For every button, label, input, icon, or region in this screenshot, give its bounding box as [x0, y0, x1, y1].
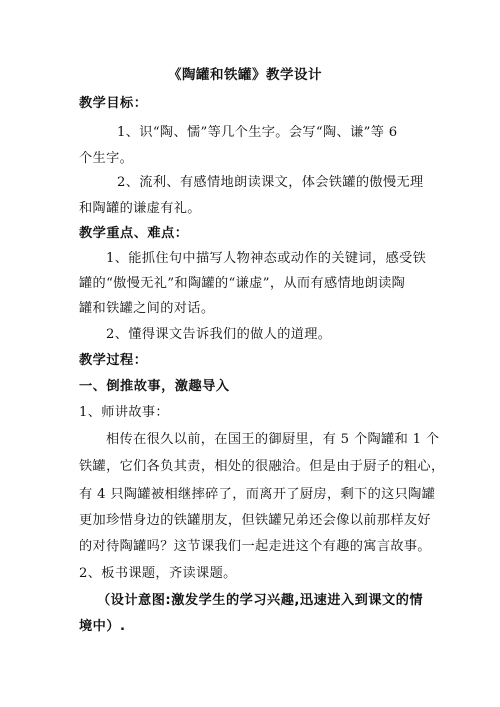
section-heading-objectives: 教学目标： [79, 96, 148, 111]
paragraph-line: 相传在很久以前，在国王的御厨里，有 5 个陶罐和 1 个 [106, 432, 440, 447]
paragraph-line: 和陶罐的谦虚有礼。 [79, 201, 201, 216]
paragraph-line: 个生字。 [79, 151, 134, 166]
subsection-heading: 一、倒推故事，激趣导入 [79, 379, 230, 394]
paragraph-line: 更加珍惜身边的铁罐朋友，但铁罐兄弟还会像以前那样友好 [79, 513, 431, 528]
paragraph-line: 铁罐，它们各负其责，相处的很融洽。但是由于厨子的粗心， [79, 459, 445, 474]
paragraph-line: 罐和铁罐之间的对话。 [79, 301, 215, 316]
section-heading-key-points: 教学重点、难点： [79, 226, 189, 241]
design-intent-line: （设计意图:激发学生的学习兴趣,迅速进入到课文的情 [97, 593, 424, 608]
section-heading-process: 教学过程： [79, 353, 148, 368]
paragraph-line: 罐的“傲慢无礼”和陶罐的“谦虚”，从而有感情地朗读陶 [79, 276, 406, 291]
paragraph-line: 有 4 只陶罐被相继摔碎了，而离开了厨房，剩下的这只陶罐 [79, 487, 436, 502]
document-title: 《陶罐和铁罐》教学设计 [168, 67, 322, 83]
paragraph-line: 2、流利、有感情地朗读课文，体会铁罐的傲慢无理 [117, 175, 424, 190]
paragraph-line: 的对待陶罐吗？这节课我们一起走进这个有趣的寓言故事。 [79, 539, 431, 554]
paragraph-line: 2、板书课题，齐读课题。 [79, 566, 237, 581]
design-intent-line: 境中）. [79, 619, 126, 634]
paragraph-line: 1、识“陶、懦”等几个生字。会写“陶、谦”等 6 [117, 125, 398, 140]
paragraph-line: 1、师讲故事： [79, 405, 169, 420]
paragraph-line: 2、懂得课文告诉我们的做人的道理。 [106, 327, 332, 342]
paragraph-line: 1、能抓住句中描写人物神态或动作的关键词，感受铁 [106, 251, 427, 266]
